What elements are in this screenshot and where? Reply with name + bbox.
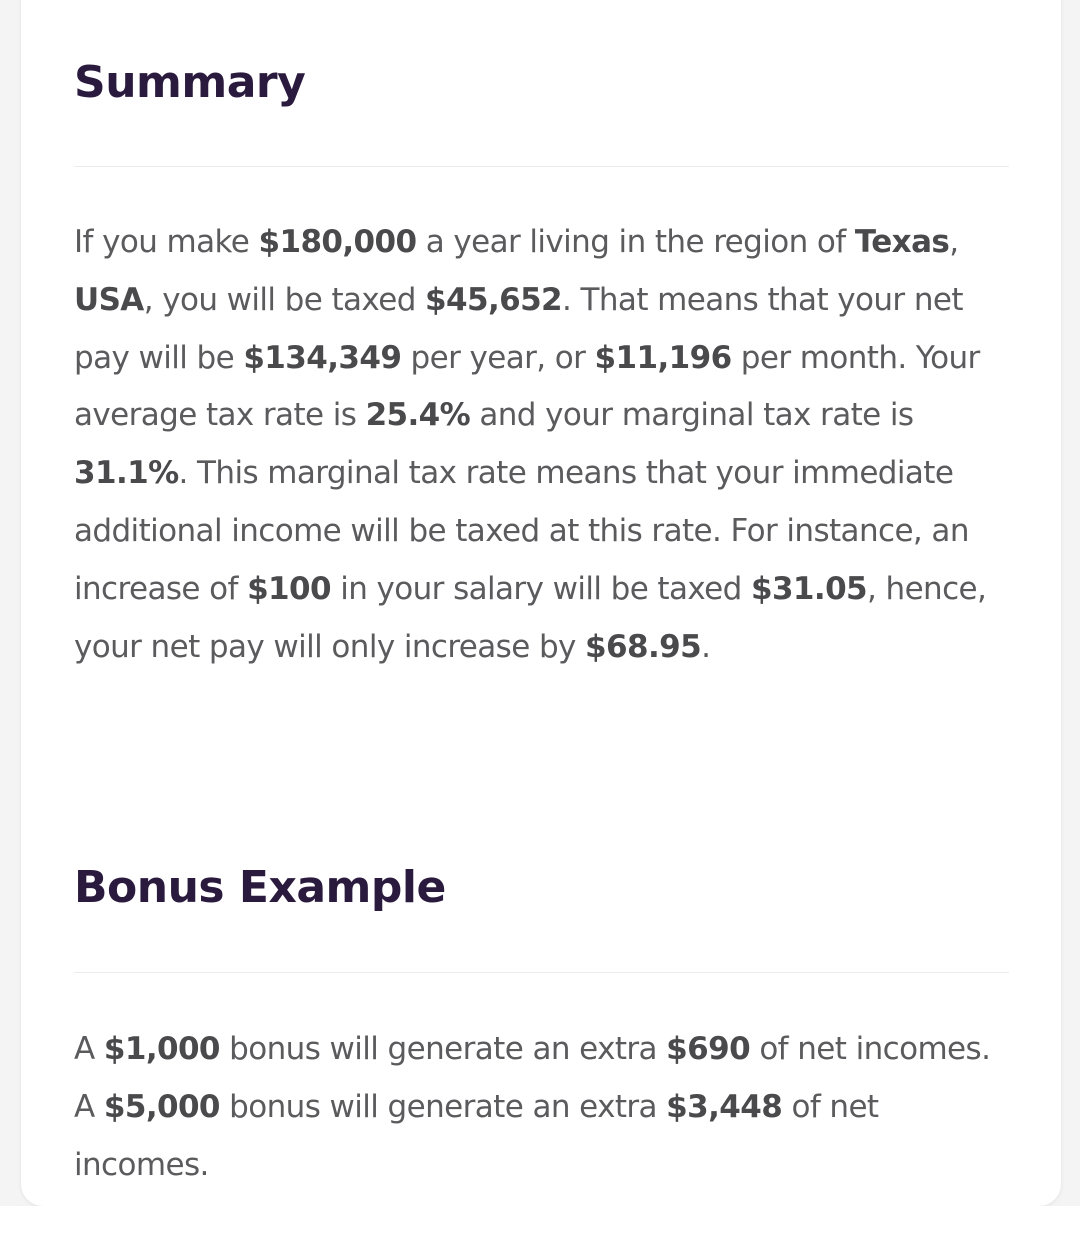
bonus-title: Bonus Example: [74, 862, 446, 913]
summary-text: , hence, your net pay will only increase by: [74, 570, 987, 665]
bonus-amount-1: $1,000: [103, 1031, 220, 1067]
summary-title: Summary: [74, 57, 306, 108]
net-pay-yearly-value: $134,349: [243, 339, 402, 376]
bonus-net-1: $690: [666, 1031, 751, 1067]
summary-text: per month. Your average tax rate is: [74, 339, 980, 434]
bonus-text: bonus will generate an extra: [219, 1031, 667, 1067]
summary-text: .: [701, 628, 711, 665]
bonus-text: of net incomes. A: [74, 1031, 991, 1125]
marginal-tax-rate-value: 31.1%: [74, 455, 179, 492]
summary-paragraph: [74, 214, 1009, 676]
increase-net-value: $68.95: [585, 628, 702, 665]
total-tax-value: $45,652: [425, 281, 563, 318]
net-pay-monthly-value: $11,196: [594, 339, 732, 376]
bonus-text: A: [74, 1031, 104, 1067]
summary-text: ,: [949, 224, 959, 260]
summary-divider: [74, 166, 1009, 167]
bonus-header: [74, 862, 1009, 914]
region-country: USA: [74, 281, 144, 318]
bottom-strip: [0, 1206, 1080, 1234]
increase-example-value: $100: [247, 570, 331, 607]
region-state: Texas: [854, 224, 950, 260]
summary-text: in your salary will be taxed: [330, 570, 751, 607]
summary-text: . That means that your net pay will be: [74, 281, 963, 376]
bonus-paragraph: [74, 1021, 1009, 1194]
bonus-net-2: $3,448: [666, 1088, 783, 1125]
increase-tax-value: $31.05: [750, 570, 868, 607]
bonus-amount-2: $5,000: [103, 1088, 220, 1125]
annual-income-value: $180,000: [258, 224, 417, 260]
summary-text: If you make: [74, 224, 259, 260]
summary-text: . This marginal tax rate means that your immediate additional income will be taxed at this rate. For instance, an increase of: [74, 455, 969, 607]
bonus-text: bonus will generate an extra: [219, 1088, 667, 1125]
bonus-text: of net incomes.: [74, 1088, 879, 1183]
bonus-body: [74, 1021, 1009, 1194]
summary-body: [74, 214, 1009, 676]
summary-text: , you will be taxed: [143, 281, 426, 318]
summary-text: per year, or: [401, 339, 595, 376]
average-tax-rate-value: 25.4%: [365, 397, 471, 434]
summary-header: [74, 57, 1009, 109]
summary-text: a year living in the region of: [416, 224, 855, 260]
bonus-divider: [74, 972, 1009, 973]
summary-text: and your marginal tax rate is: [470, 397, 914, 434]
